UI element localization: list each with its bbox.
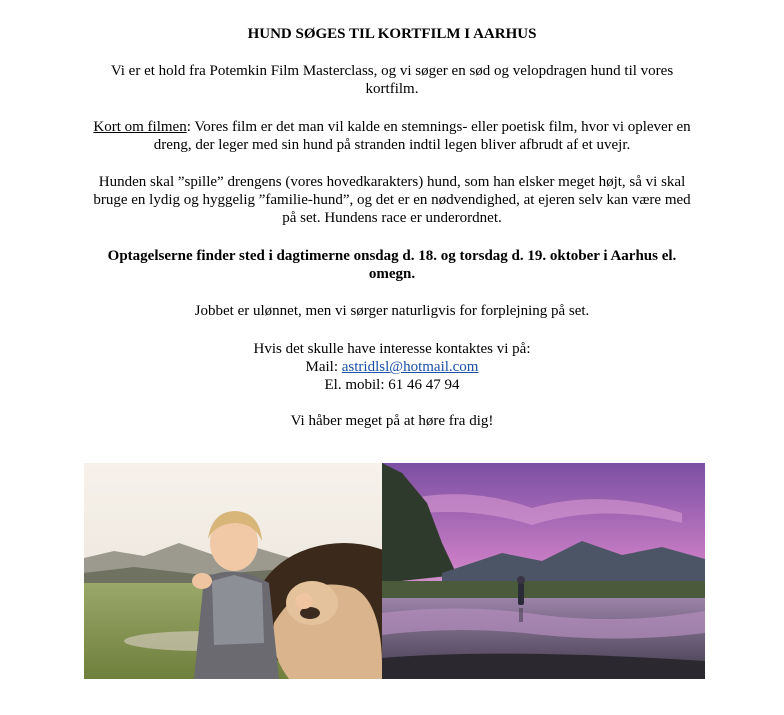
child-with-dog-photo bbox=[84, 463, 382, 679]
phone-number: El. mobil: 61 46 47 94 bbox=[324, 377, 460, 393]
dog-paragraph: Hunden skal ”spille” drengens (vores hovedkarakters) hund, som han elsker meget højt, så vi skal bruge en lydig og hyggelig ”familie-hund”, og det er en nødvendighed, at ejeren selv kan være med på set. Hundens race er underordnet. bbox=[93, 174, 691, 226]
intro-paragraph: Vi er et hold fra Potemkin Film Masterclass, og vi søger en sød og velopdragen hund til vores kortfilm. bbox=[110, 63, 674, 97]
about-paragraph: Kort om filmen: Vores film er det man vil kalde en stemnings- eller poetisk film, hvor vi oplever en dreng, der leger med sin hund på stranden indtil legen bliver afbrudt af et uvejr. bbox=[93, 119, 691, 153]
email-link[interactable]: astridlsl@hotmail.com bbox=[341, 359, 479, 375]
sunset-beach-photo bbox=[382, 463, 705, 679]
about-label: Kort om filmen bbox=[93, 119, 187, 135]
shoot-dates-paragraph: Optagelserne finder sted i dagtimerne onsdag d. 18. og torsdag d. 19. oktober i Aarhus el. omegn. bbox=[107, 248, 677, 282]
contact-paragraph: Hvis det skulle have interesse kontaktes vi på: Mail: astridlsl@hotmail.com El. mobil: 61 46 47 94 bbox=[60, 340, 724, 394]
closing-line: Vi håber meget på at høre fra dig! bbox=[290, 413, 494, 429]
payment-paragraph: Jobbet er ulønnet, men vi sørger naturligvis for forplejning på set. bbox=[194, 303, 590, 319]
page-title: HUND SØGES TIL KORTFILM I AARHUS bbox=[247, 26, 537, 42]
